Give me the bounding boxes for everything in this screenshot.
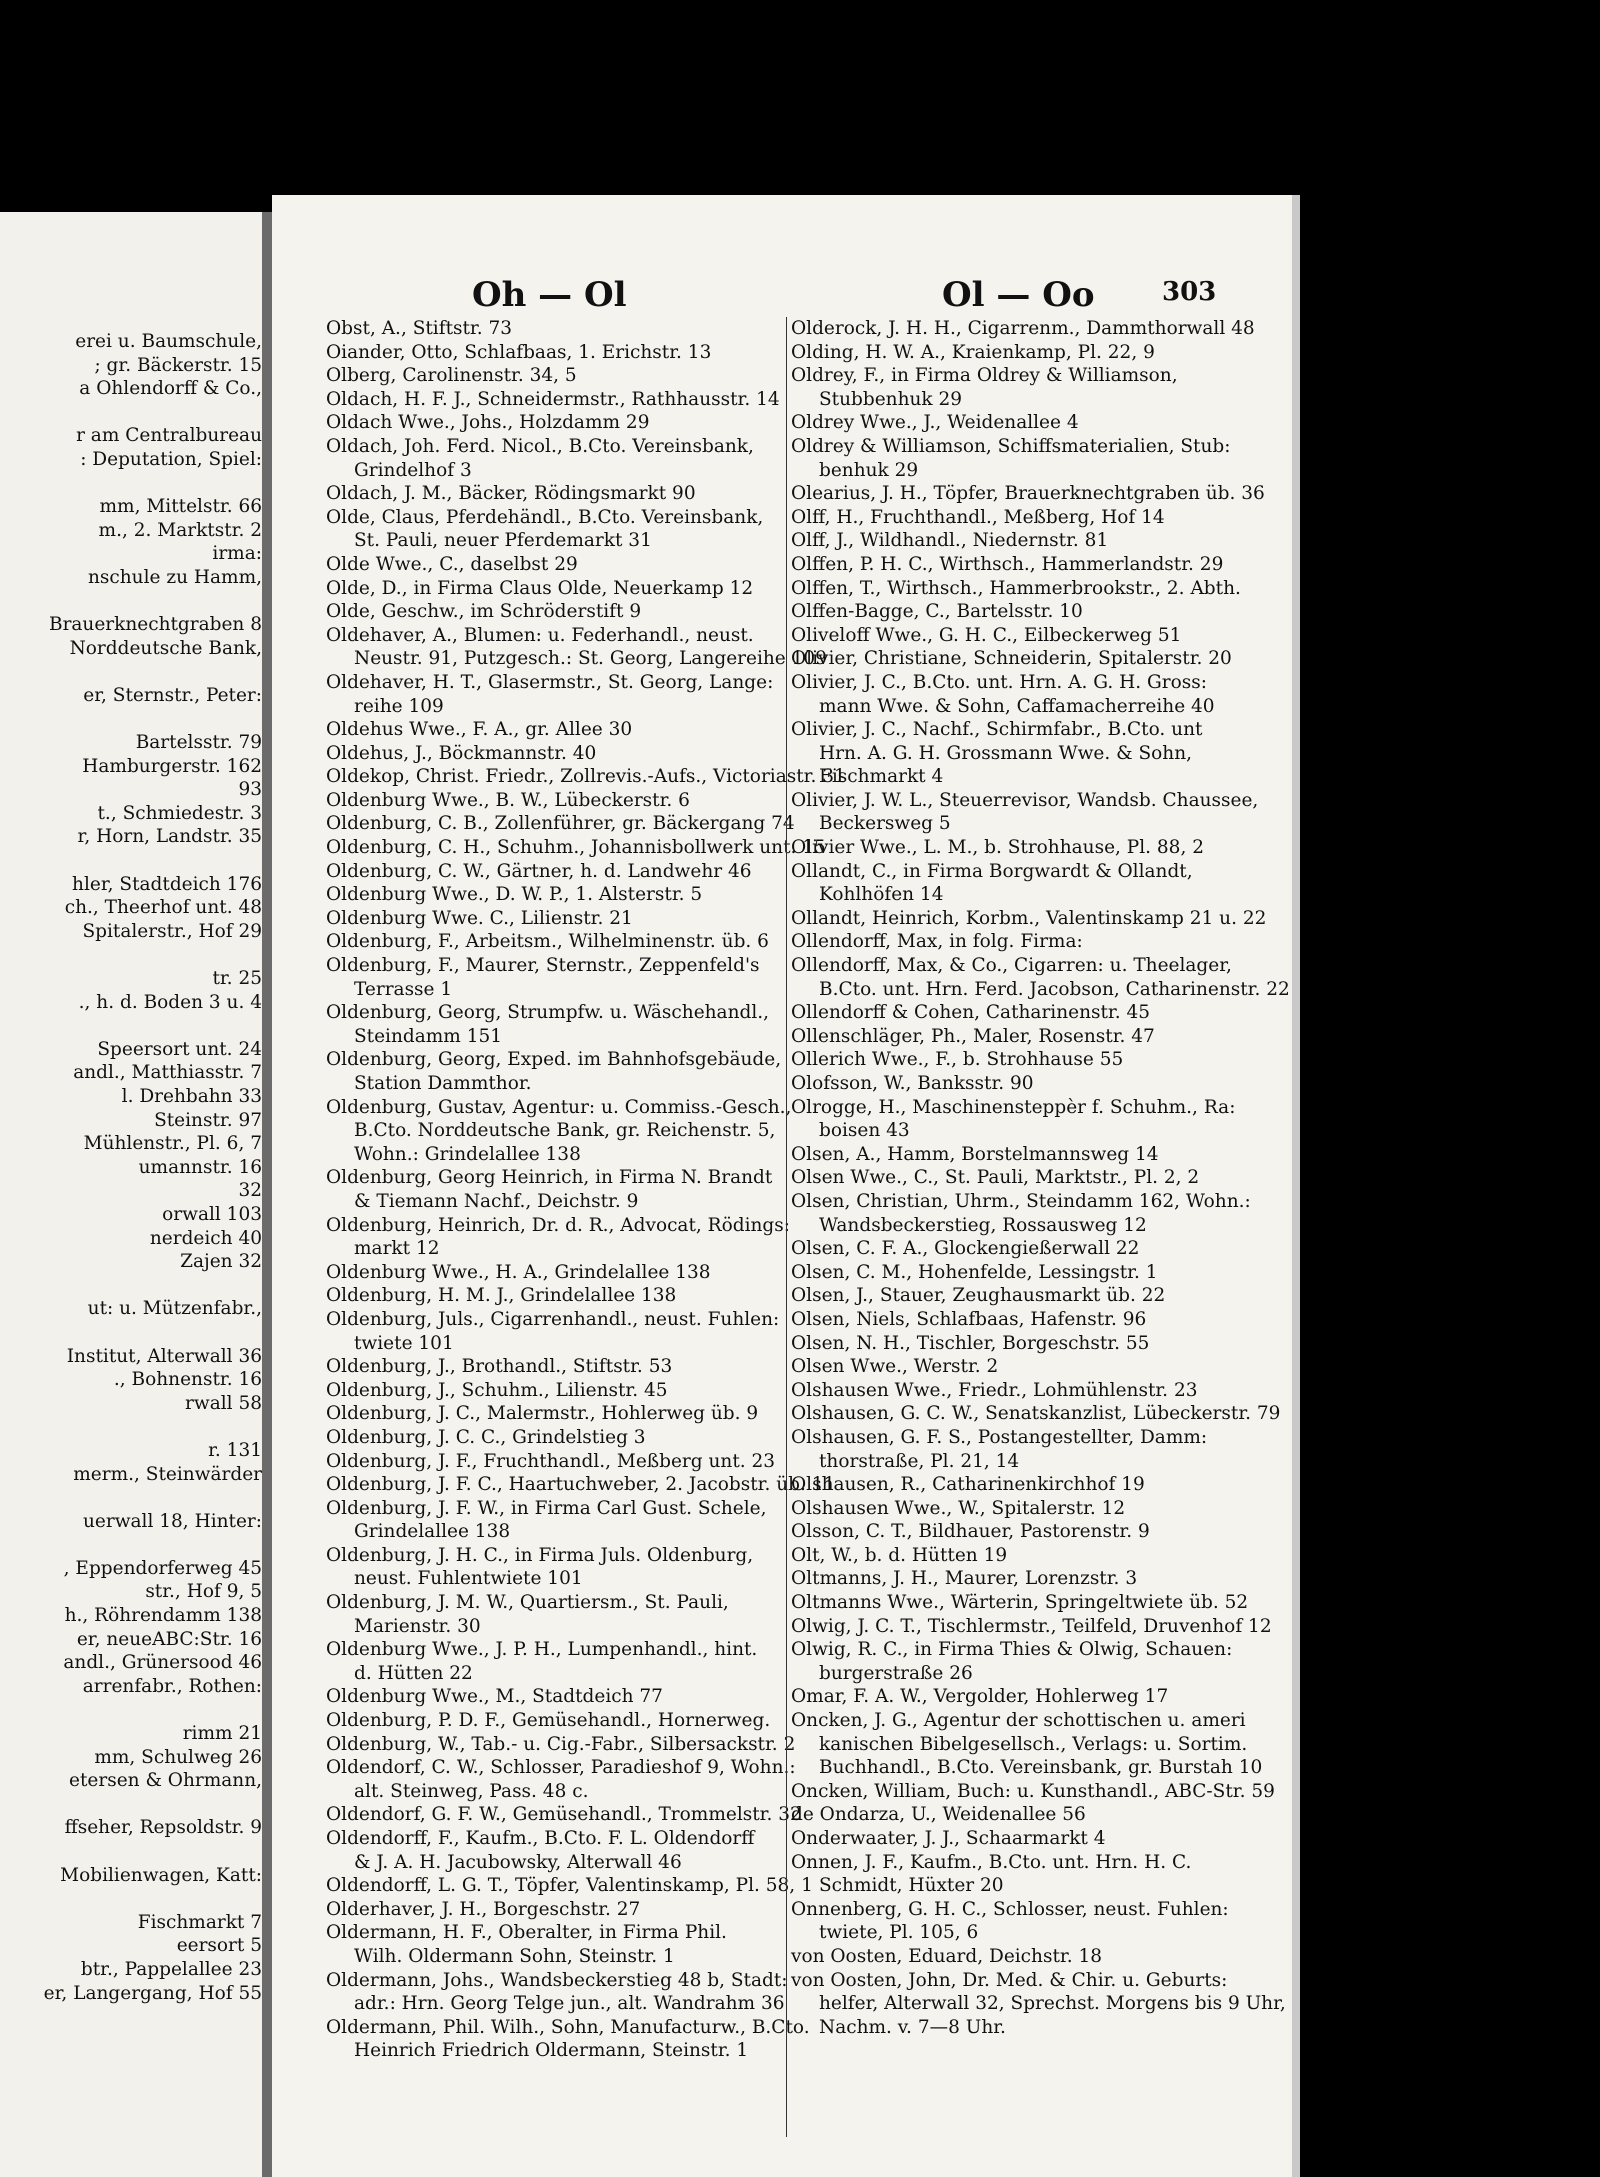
directory-entry-line: Ollandt, C., in Firma Borgwardt & Ollandt, [791,860,1193,882]
directory-entry-line: Oldenburg, W., Tab.- u. Cig.-Fabr., Silbersackstr. 2 [326,1733,796,1755]
directory-entry-line: Olwig, J. C. T., Tischlermstr., Teilfeld, Druvenhof 12 [791,1615,1272,1637]
directory-entry-line: Oldenburg, J., Brothandl., Stiftstr. 53 [326,1356,673,1378]
directory-entry-line: Stubbenhuk 29 [819,388,963,410]
fragment-line: ., h. d. Boden 3 u. 4 [78,991,262,1013]
fragment-line: a Ohlendorff & Co., [79,378,262,400]
directory-entry-line: Olearius, J. H., Töpfer, Brauerknechtgraben üb. 36 [791,483,1265,505]
fragment-line: hler, Stadtdeich 176 [72,873,262,895]
directory-entry-line: Oldermann, Johs., Wandsbeckerstieg 48 b, Stadt: [326,1969,788,1991]
fragment-line: 32 [238,1180,262,1202]
directory-entry-line: helfer, Alterwall 32, Sprechst. Morgens bis 9 Uhr, [819,1993,1286,2015]
directory-entry-line: Heinrich Friedrich Oldermann, Steinstr. 1 [354,2040,749,2062]
directory-entry-line: Oldendorff, L. G. T., Töpfer, Valentinskamp, Pl. 58, 1 [326,1875,813,1897]
fragment-line: ffseher, Repsoldstr. 9 [64,1817,262,1839]
directory-entry-line: neust. Fuhlentwiete 101 [354,1568,583,1590]
directory-entry-line: Olffen-Bagge, C., Bartelsstr. 10 [791,601,1083,623]
directory-entry-line: Olff, J., Wildhandl., Niedernstr. 81 [791,530,1109,552]
directory-page [272,195,1292,2177]
fragment-line: erei u. Baumschule, [75,331,262,352]
directory-entry-line: Beckersweg 5 [819,813,951,835]
directory-entry-line: Oldenburg Wwe. C., Lilienstr. 21 [326,907,633,929]
directory-entry-line: Oldenburg, J., Schuhm., Lilienstr. 45 [326,1379,668,1401]
directory-entry-line: Olding, H. W. A., Kraienkamp, Pl. 22, 9 [791,341,1155,363]
fragment-line: tr. 25 [212,968,262,990]
directory-entry-line: de Ondarza, U., Weidenallee 56 [791,1804,1086,1826]
fragment-line [0,472,262,496]
fragment-line: t., Schmiedestr. 3 [97,802,262,824]
directory-entry-line: Oldenburg, Georg Heinrich, in Firma N. Brandt [326,1167,773,1189]
directory-entry-line: von Oosten, John, Dr. Med. & Chir. u. Geburts: [791,1969,1228,1991]
left-page-fragment [0,212,262,2177]
directory-entry-line: Olwig, R. C., in Firma Thies & Olwig, Schauen: [791,1639,1233,1661]
directory-entry-line: Omar, F. A. W., Vergolder, Hohlerweg 17 [791,1686,1169,1708]
fragment-line: ut: u. Mützenfabr., [87,1298,262,1320]
directory-entry-line: Oliveloff Wwe., G. H. C., Eilbeckerweg 51 [791,624,1182,646]
directory-entry-line: boisen 43 [819,1120,910,1142]
fragment-line: mm, Schulweg 26 [94,1746,262,1768]
directory-entry-line: Oldermann, H. F., Oberalter, in Firma Phil. [326,1922,727,1944]
directory-entry-line: Oltmanns Wwe., Wärterin, Springeltwiete üb. 52 [791,1592,1249,1614]
directory-entry-line: Marienstr. 30 [354,1615,481,1637]
header-left: Oh — Ol [472,275,627,315]
directory-entry-line: Ollendorff & Cohen, Catharinenstr. 45 [791,1002,1151,1024]
directory-entry-line: Oldenburg, J. C., Malermstr., Hohlerweg üb. 9 [326,1403,759,1425]
directory-entry-line: Oldenburg, F., Arbeitsm., Wilhelminenstr. üb. 6 [326,931,769,953]
directory-entry-line: Steindamm 151 [354,1025,503,1047]
fragment-line: er, neueABC:Str. 16 [76,1628,262,1650]
left-page-lines [0,330,262,2005]
directory-entry-line: Oldenburg Wwe., H. A., Grindelallee 138 [326,1261,711,1283]
directory-entry-line: Ollandt, Heinrich, Korbm., Valentinskamp 21 u. 22 [791,907,1267,929]
directory-entry-line: Oldenburg Wwe., B. W., Lübeckerstr. 6 [326,789,690,811]
directory-entry-line: Olsen, A., Hamm, Borstelmannsweg 14 [791,1143,1159,1165]
directory-entry-line: Oldenburg, Georg, Exped. im Bahnhofsgebäude, [326,1049,782,1071]
directory-entry-line: Olivier, J. C., Nachf., Schirmfabr., B.Cto. unt [791,719,1203,741]
fragment-line: r, Horn, Landstr. 35 [77,826,262,848]
fragment-line: arrenfabr., Rothen: [82,1675,262,1697]
directory-entry-line: Olsen, J., Stauer, Zeughausmarkt üb. 22 [791,1285,1166,1307]
directory-entry-line: Olshausen, G. C. W., Senatskanzlist, Lübeckerstr. 79 [791,1403,1281,1425]
right-column [786,317,1290,2137]
directory-entry-line: Oldenburg, Gustav, Agentur: u. Commiss.-Gesch., [326,1096,792,1118]
page-edge [1292,195,1300,2177]
directory-entry-line: Grindelallee 138 [354,1521,511,1543]
directory-entry-line: Neustr. 91, Putzgesch.: St. Georg, Langereihe 109 [354,648,827,670]
directory-entry-line: Oncken, J. G., Agentur der schottischen u. ameri [791,1710,1246,1732]
fragment-line: h., Röhrendamm 138 [64,1605,262,1627]
directory-entry-line: Kohlhöfen 14 [819,884,944,906]
directory-entry-line: Oldenburg, F., Maurer, Sternstr., Zeppenfeld's [326,955,760,977]
fragment-line [0,1793,262,1817]
directory-entry-line: Oldenburg, H. M. J., Grindelallee 138 [326,1285,677,1307]
directory-entry-line: burgerstraße 26 [819,1662,973,1684]
directory-entry-line: Oldenburg Wwe., D. W. P., 1. Alsterstr. 5 [326,884,703,906]
directory-entry-line: Oldenburg, J. F. C., Haartuchweber, 2. Jacobstr. üb. 11 [326,1474,836,1496]
directory-entry-line: Olivier, J. C., B.Cto. unt. Hrn. A. G. H. Gross: [791,671,1207,693]
directory-entry-line: Oldenburg, Juls., Cigarrenhandl., neust. Fuhlen: [326,1308,780,1330]
directory-entry-line: Olshausen Wwe., Friedr., Lohmühlenstr. 23 [791,1379,1198,1401]
fragment-line: m., 2. Marktstr. 2 [98,519,262,541]
directory-entry-line: reihe 109 [354,695,444,717]
directory-entry-line: Terrasse 1 [354,978,453,1000]
fragment-line: Steinstr. 97 [154,1109,262,1131]
directory-entry-line: Nachm. v. 7—8 Uhr. [819,2016,1006,2038]
directory-entry-line: Schmidt, Hüxter 20 [819,1875,1004,1897]
directory-entry-line: Olsen, Niels, Schlafbaas, Hafenstr. 96 [791,1308,1147,1330]
left-column [326,317,846,2063]
directory-entry-line: Oldendorff, F., Kaufm., B.Cto. F. L. Oldendorff [326,1828,755,1849]
directory-entry-line: Olshausen, R., Catharinenkirchhof 19 [791,1474,1145,1496]
fragment-line [0,1533,262,1557]
directory-entry-line: Oldenburg, P. D. F., Gemüsehandl., Hornerweg. [326,1710,771,1732]
fragment-line: andl., Grünersood 46 [63,1652,262,1674]
fragment-line [0,1274,262,1298]
directory-entry-line: Hrn. A. G. H. Grossmann Wwe. & Sohn, [819,742,1193,764]
directory-entry-line: Oldrey & Williamson, Schiffsmaterialien, Stub: [791,435,1231,457]
directory-entry-line: Onnen, J. F., Kaufm., B.Cto. unt. Hrn. H. C. [791,1851,1192,1873]
fragment-line: Mühlenstr., Pl. 6, 7 [83,1133,262,1155]
directory-entry-line: Olde, Geschw., im Schröderstift 9 [326,601,642,623]
fragment-line: btr., Pappelallee 23 [80,1958,262,1980]
fragment-line: Speersort unt. 24 [97,1038,262,1060]
directory-entry-line: Oncken, William, Buch: u. Kunsthandl., ABC-Str. 59 [791,1780,1275,1802]
directory-entry-line: Olsen, C. M., Hohenfelde, Lessingstr. 1 [791,1261,1158,1283]
directory-entry-line: Oldehus Wwe., F. A., gr. Allee 30 [326,719,633,741]
directory-entry-line: Olff, H., Fruchthandl., Meßberg, Hof 14 [791,506,1165,528]
fragment-line: r am Centralbureau [76,425,262,447]
directory-entry-line: Oldenburg, J. F., Fruchthandl., Meßberg unt. 23 [326,1450,776,1472]
directory-entry-line: Olsen Wwe., C., St. Pauli, Marktstr., Pl. 2, 2 [791,1167,1200,1189]
directory-entry-line: Grindelhof 3 [354,459,472,481]
fragment-line [0,1840,262,1864]
directory-entry-line: Olivier, Christiane, Schneiderin, Spitalerstr. 20 [791,648,1232,670]
fragment-line [0,590,262,614]
fragment-line: ch., Theerhof unt. 48 [64,897,262,919]
directory-entry-line: Oldendorf, C. W., Schlosser, Paradieshof 9, Wohn.: [326,1757,796,1779]
fragment-line: nschule zu Hamm, [87,566,262,588]
fragment-line [0,1698,262,1722]
directory-entry-line: Oldendorf, G. F. W., Gemüsehandl., Trommelstr. 32 [326,1804,802,1826]
directory-entry-line: Oldenburg, J. M. W., Quartiersm., St. Pauli, [326,1592,729,1614]
fragment-line: etersen & Ohrmann, [69,1770,262,1792]
directory-entry-line: thorstraße, Pl. 21, 14 [819,1450,1020,1472]
page-number: 303 [1162,277,1217,307]
directory-entry-line: Onderwaater, J. J., Schaarmarkt 4 [791,1828,1106,1849]
directory-entry-line: Olshausen Wwe., W., Spitalerstr. 12 [791,1497,1126,1519]
directory-entry-line: adr.: Hrn. Georg Telge jun., alt. Wandrahm 36 [354,1993,785,2015]
directory-entry-line: Obst, A., Stiftstr. 73 [326,318,513,339]
fragment-line [0,1321,262,1345]
fragment-line [0,660,262,684]
fragment-line: er, Sternstr., Peter: [83,684,262,706]
directory-entry-line: Olivier, J. W. L., Steuerrevisor, Wandsb. Chaussee, [791,789,1259,811]
directory-entry-line: Olrogge, H., Maschinensteppèr f. Schuhm., Ra: [791,1096,1236,1118]
directory-entry-line: Fischmarkt 4 [819,766,944,788]
fragment-line: Bartelsstr. 79 [135,732,262,754]
directory-entry-line: Oldenburg, J. H. C., in Firma Juls. Oldenburg, [326,1544,754,1566]
directory-entry-line: Oldermann, Phil. Wilh., Sohn, Manufacturw., B.Cto. [326,2016,810,2038]
fragment-line: 93 [238,779,262,801]
fragment-line: , Eppendorferweg 45 [63,1557,262,1579]
fragment-line [0,1486,262,1510]
directory-entry-line: Wilh. Oldermann Sohn, Steinstr. 1 [354,1945,675,1967]
directory-entry-line: Oldenburg, Georg, Strumpfw. u. Wäschehandl., [326,1002,770,1024]
directory-entry-line: kanischen Bibelgesellsch., Verlags: u. Sortim. [819,1733,1248,1755]
directory-entry-line: B.Cto. unt. Hrn. Ferd. Jacobson, Catharinenstr. 22 [819,978,1290,1000]
fragment-line: Mobilienwagen, Katt: [60,1864,262,1886]
directory-entry-line: Oldekop, Christ. Friedr., Zollrevis.-Aufs., Victoriastr. 31 [326,766,846,788]
fragment-line: nerdeich 40 [149,1227,262,1249]
directory-entry-line: Oldrey Wwe., J., Weidenallee 4 [791,412,1079,434]
directory-entry-line: Oldenburg, Heinrich, Dr. d. R., Advocat, Rödings: [326,1214,790,1236]
fragment-line: Spitalerstr., Hof 29 [82,920,262,942]
directory-entry-line: Oldehaver, A., Blumen: u. Federhandl., neust. [326,624,754,646]
directory-entry-line: Ollendorff, Max, in folg. Firma: [791,931,1083,953]
directory-entry-line: Oldenburg, C. B., Zollenführer, gr. Bäckergang 74 [326,813,795,835]
directory-entry-line: Olde, Claus, Pferdehändl., B.Cto. Vereinsbank, [326,506,764,528]
directory-entry-line: Oldach, Joh. Ferd. Nicol., B.Cto. Vereinsbank, [326,435,754,457]
directory-entry-line: markt 12 [354,1238,440,1260]
directory-entry-line: Oldach Wwe., Johs., Holzdamm 29 [326,412,650,434]
directory-entry-line: Olffen, P. H. C., Wirthsch., Hammerlandstr. 29 [791,553,1224,575]
fragment-line: Fischmarkt 7 [137,1911,262,1933]
fragment-line: : Deputation, Spiel: [80,448,262,470]
fragment-line: mm, Mittelstr. 66 [99,496,262,518]
directory-entry-line: Oldehus, J., Böckmannstr. 40 [326,742,597,764]
directory-entry-line: von Oosten, Eduard, Deichstr. 18 [791,1945,1102,1967]
directory-entry-line: Oldach, H. F. J., Schneidermstr., Rathhausstr. 14 [326,388,780,410]
fragment-line: Norddeutsche Bank, [69,637,262,659]
directory-entry-line: benhuk 29 [819,459,919,481]
directory-entry-line: alt. Steinweg, Pass. 48 c. [354,1780,589,1802]
fragment-line: andl., Matthiasstr. 7 [73,1062,262,1084]
fragment-line [0,1014,262,1038]
fragment-line: irma: [212,543,262,565]
fragment-line: Hamburgerstr. 162 [82,755,262,777]
directory-entry-line: B.Cto. Norddeutsche Bank, gr. Reichenstr. 5, [354,1120,776,1142]
fragment-line: merm., Steinwärder [73,1463,262,1485]
fragment-line [0,943,262,967]
fragment-line: ., Bohnenstr. 16 [113,1369,262,1391]
fragment-line: Zajen 32 [180,1251,262,1273]
directory-entry-line: Olshausen, G. F. S., Postangestellter, Damm: [791,1426,1208,1448]
fragment-line: rwall 58 [185,1392,262,1414]
header-right: Ol — Oo [942,275,1095,315]
fragment-line [0,1415,262,1439]
fragment-line [0,708,262,732]
fragment-line: umannstr. 16 [138,1156,262,1178]
directory-entry-line: Oldehaver, H. T., Glasermstr., St. Georg, Lange: [326,671,774,693]
directory-entry-line: d. Hütten 22 [354,1662,473,1684]
fragment-line: rimm 21 [182,1723,262,1745]
directory-entry-line: Olofsson, W., Banksstr. 90 [791,1073,1034,1094]
directory-entry-line: Olffen, T., Wirthsch., Hammerbrookstr., 2. Abth. [791,577,1241,599]
fragment-line: ; gr. Bäckerstr. 15 [94,354,262,376]
fragment-line: er, Langergang, Hof 55 [43,1982,262,2004]
directory-entry-line: Station Dammthor. [354,1073,532,1094]
fragment-line: orwall 103 [162,1203,262,1225]
directory-entry-line: Olberg, Carolinenstr. 34, 5 [326,365,577,387]
directory-entry-line: Onnenberg, G. H. C., Schlosser, neust. Fuhlen: [791,1898,1229,1920]
directory-entry-line: Olsen, Christian, Uhrm., Steindamm 162, Wohn.: [791,1190,1251,1212]
book-gutter [262,212,272,2177]
directory-entry-line: Oldrey, F., in Firma Oldrey & Williamson, [791,365,1178,387]
directory-entry-line: & Tiemann Nachf., Deichstr. 9 [354,1190,639,1212]
fragment-line: l. Drehbahn 33 [121,1086,262,1107]
fragment-line: Brauerknechtgraben 8 [48,614,262,636]
fragment-line: uerwall 18, Hinter: [82,1510,262,1532]
directory-entry-line: twiete, Pl. 105, 6 [819,1922,979,1944]
directory-entry-line: Ollendorff, Max, & Co., Cigarren: u. Theelager, [791,955,1232,977]
fragment-line [0,401,262,425]
directory-entry-line: Olsen, C. F. A., Glockengießerwall 22 [791,1238,1140,1260]
directory-entry-line: Wandsbeckerstieg, Rossausweg 12 [819,1214,1147,1236]
fragment-line [0,849,262,873]
directory-entry-line: Oldenburg, C. H., Schuhm., Johannisbollwerk unt. 15 [326,837,826,859]
directory-entry-line: St. Pauli, neuer Pferdemarkt 31 [354,530,652,552]
directory-entry-line: Oldenburg, J. C. C., Grindelstieg 3 [326,1426,646,1448]
directory-entry-line: Oltmanns, J. H., Maurer, Lorenzstr. 3 [791,1568,1138,1590]
fragment-line: Institut, Alterwall 36 [66,1345,262,1367]
fragment-line: eersort 5 [176,1935,262,1957]
directory-entry-line: Olsen, N. H., Tischler, Borgeschstr. 55 [791,1332,1150,1354]
directory-entry-line: mann Wwe. & Sohn, Caffamacherreihe 40 [819,695,1215,717]
directory-entry-line: twiete 101 [354,1332,454,1354]
directory-entry-line: Olderhaver, J. H., Borgeschstr. 27 [326,1898,641,1920]
directory-entry-line: Ollerich Wwe., F., b. Strohhause 55 [791,1049,1124,1071]
directory-entry-line: Oldenburg Wwe., J. P. H., Lumpenhandl., hint. [326,1639,758,1661]
directory-entry-line: Olivier Wwe., L. M., b. Strohhause, Pl. 88, 2 [791,837,1204,859]
fragment-line: str., Hof 9, 5 [145,1581,262,1603]
directory-entry-line: Olde, D., in Firma Claus Olde, Neuerkamp 12 [326,577,754,599]
directory-entry-line: & J. A. H. Jacubowsky, Alterwall 46 [354,1851,682,1873]
directory-entry-line: Oldach, J. M., Bäcker, Rödingsmarkt 90 [326,483,696,505]
directory-entry-line: Oiander, Otto, Schlafbaas, 1. Erichstr. 13 [326,341,712,363]
directory-entry-line: Wohn.: Grindelallee 138 [354,1143,581,1165]
fragment-line: r. 131 [208,1439,262,1461]
directory-entry-line: Olderock, J. H. H., Cigarrenm., Dammthorwall 48 [791,318,1255,339]
directory-entry-line: Olt, W., b. d. Hütten 19 [791,1544,1008,1566]
fragment-line [0,1887,262,1911]
directory-entry-line: Oldenburg Wwe., M., Stadtdeich 77 [326,1686,663,1708]
directory-entry-line: Olsen Wwe., Werstr. 2 [791,1356,999,1378]
directory-entry-line: Olsson, C. T., Bildhauer, Pastorenstr. 9 [791,1521,1150,1543]
directory-entry-line: Oldenburg, J. F. W., in Firma Carl Gust. Schele, [326,1497,767,1519]
directory-entry-line: Buchhandl., B.Cto. Vereinsbank, gr. Burstah 10 [819,1757,1263,1779]
directory-entry-line: Ollenschläger, Ph., Maler, Rosenstr. 47 [791,1025,1155,1047]
directory-entry-line: Oldenburg, C. W., Gärtner, h. d. Landwehr 46 [326,860,752,882]
directory-entry-line: Olde Wwe., C., daselbst 29 [326,553,578,575]
